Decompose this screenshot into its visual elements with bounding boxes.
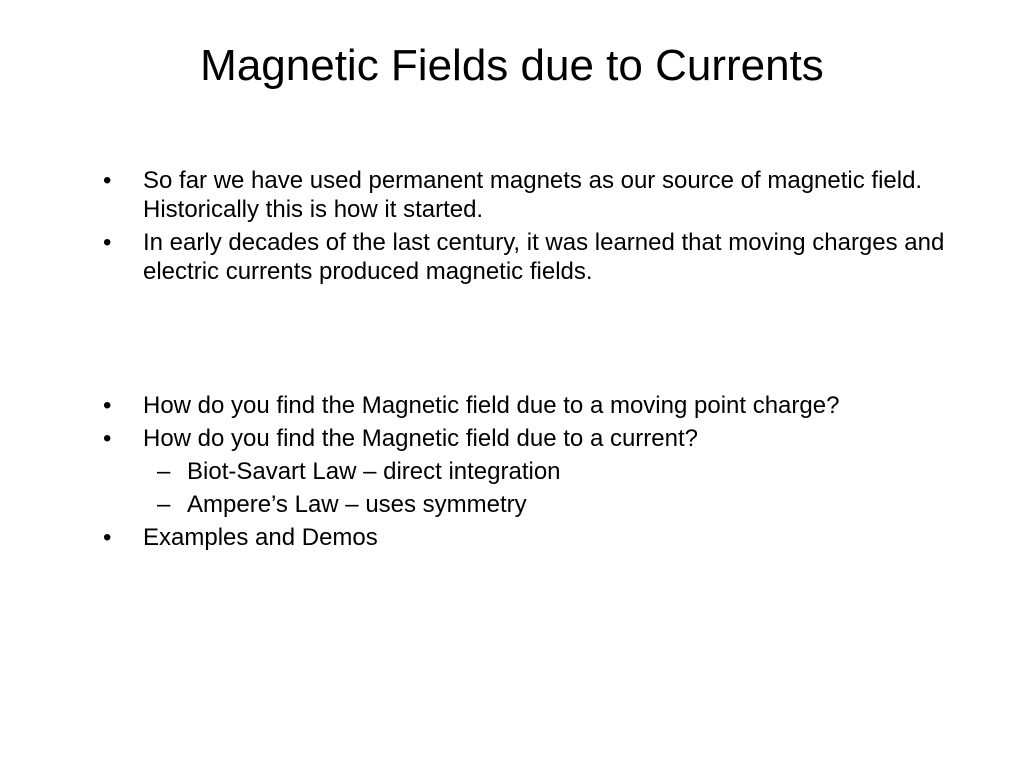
bullet-text: Examples and Demos: [143, 524, 378, 551]
sub-bullet-item: [100, 457, 960, 486]
bullet-text: In early decades of the last century, it was learned that moving charges and electric currents produced magnetic fields.: [143, 229, 945, 285]
bullet-list-intro: [100, 166, 960, 290]
bullet-text: So far we have used permanent magnets as our source of magnetic field. Historically this is how it started.: [143, 167, 923, 223]
sub-bullet-text: Ampere’s Law – uses symmetry: [187, 491, 527, 518]
bullet-list-questions: [100, 391, 960, 556]
bullet-marker: •: [103, 167, 112, 194]
dash-marker: –: [157, 491, 171, 518]
bullet-item: [100, 391, 960, 420]
dash-marker: –: [157, 458, 171, 485]
bullet-marker: •: [103, 425, 112, 452]
slide-title: Magnetic Fields due to Currents: [200, 41, 824, 90]
sub-bullet-item: [100, 490, 960, 519]
bullet-marker: •: [103, 229, 112, 256]
bullet-text: How do you find the Magnetic field due to a moving point charge?: [143, 392, 840, 419]
sub-bullet-text: Biot-Savart Law – direct integration: [187, 458, 561, 485]
bullet-marker: •: [103, 392, 112, 419]
bullet-item: [100, 166, 960, 224]
bullet-item: [100, 228, 960, 286]
bullet-item: [100, 523, 960, 552]
bullet-text: How do you find the Magnetic field due to a current?: [143, 425, 698, 452]
bullet-item: [100, 424, 960, 453]
bullet-marker: •: [103, 524, 112, 551]
